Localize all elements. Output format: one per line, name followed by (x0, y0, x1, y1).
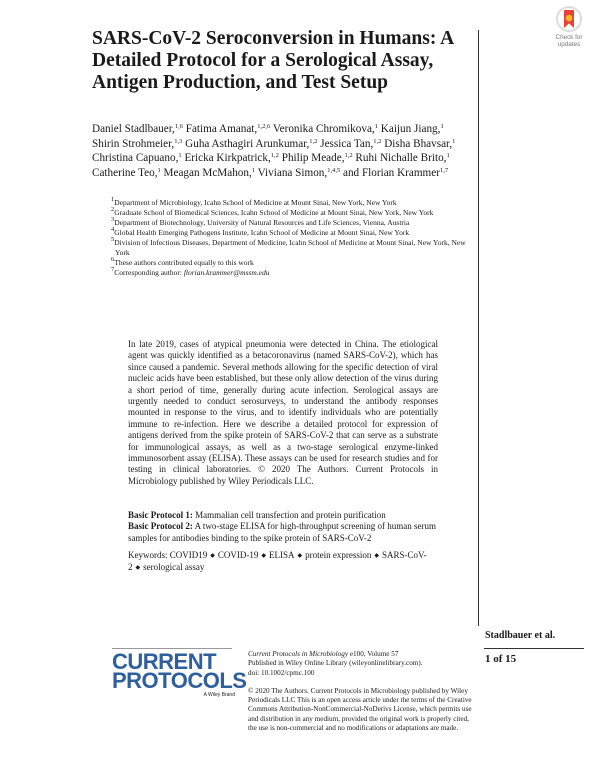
keyword: protein expression (305, 550, 372, 560)
affiliation: $^2$Graduate School of Biomedical Sciences, Icahn School of Medicine at Mount Sinai, New York, New York (111, 206, 434, 217)
affiliation: $^6$These authors contributed equally to this work (111, 256, 254, 267)
abstract: In late 2019, cases of atypical pneumonia were detected in China. The etiological agent was quickly identified as a betacoronavirus (named SARS-CoV-2), which has since caused a pandemic. Several methods allowing for the specific detection of viral nucleic acids have been established, but these only allow detection of the virus during a short period of time, generally during acute infection. Serological assays are urgently needed to conduct serosurveys, to understand the antibody responses mounted in response to the virus, and to identify individuals who are potentially immune to re-infection. Here we describe a detailed protocol for expression of antigens derived from the spike protein of SARS-CoV-2 that can serve as a substrate for immunological assays, as well as a two-stage serological enzyme-linked immunosorbent assay (ELISA). These assays can be used for research studies and for testing in clinical laboratories. © 2020 The Authors. Current Protocols in Microbiology published by Wiley Periodicals LLC. (128, 339, 438, 486)
author: Philip Meade,$^{1,2}$ (281, 152, 353, 165)
author: Viviana Simon,$^{1,4,5}$ (257, 166, 341, 179)
author: Kaijun Jiang,$^1$ (380, 123, 444, 135)
keywords (128, 550, 440, 575)
page-number-rule (484, 648, 584, 649)
author: Disha Bhavsar,$^1$ (384, 137, 456, 150)
keyword: COVID-19 (217, 550, 259, 560)
keyword-separator-icon: ◆ (135, 565, 141, 572)
author: Fatima Amanat,$^{1,2,6}$ (185, 123, 271, 135)
keywords-label: Keywords: (128, 550, 168, 560)
protocol-list (128, 510, 440, 544)
author: Ericka Kirkpatrick,$^{1,2}$ (184, 152, 279, 165)
article-title: SARS-CoV-2 Seroconversion in Humans: A Detailed Protocol for a Serological Assay, Antigen Production, and Test Setup (92, 28, 454, 93)
copyright-notice: © 2020 The Authors. Current Protocols in Microbiology published by Wiley Periodicals LLC This is an open access article under the terms of the Creative Commons Attribution-NonCommercial-NoDerivs License, which permits use and distribution in any medium, provided the original work is properly cited, the use is non-commercial and no modifications or adaptations are made. (248, 686, 472, 733)
author-list (92, 122, 472, 180)
check-for-updates-label[interactable] (546, 34, 592, 48)
protocol-item: Basic Protocol 2: A two-stage ELISA for high-throughput screening of human serum samples for antibodies binding to the spike protein of SARS-CoV-2 (128, 521, 437, 543)
author: Jessica Tan,$^{1,2}$ (320, 137, 382, 150)
running-head: Stadlbauer et al. (485, 630, 556, 641)
author: Daniel Stadlbauer,$^{1,6}$ (92, 123, 183, 135)
page-number: 1 of 15 (485, 653, 517, 665)
affiliation: $^3$Department of Biotechnology, University of Natural Resources and Life Sciences, Vienna, Austria (111, 216, 410, 227)
affiliation: $^5$Division of Infectious Diseases, Department of Medicine, Icahn School of Medicine at Mount Sinai, New York, New York (111, 236, 466, 257)
author: Christina Capuano,$^1$ (92, 152, 182, 165)
logo-line1: CURRENT (112, 649, 217, 674)
protocol-item: Basic Protocol 1: Mammalian cell transfection and protein purification (128, 510, 386, 520)
keyword: serological assay (143, 562, 205, 573)
keyword-separator-icon: ◆ (210, 553, 215, 559)
affiliation: $^1$Department of Microbiology, Icahn School of Medicine at Mount Sinai, New York, New York (111, 196, 397, 207)
keyword: ELISA (269, 550, 295, 560)
author: Catherine Teo,$^1$ (92, 166, 161, 179)
corresponding-author: $^7$Corresponding author: florian.krammer@mssm.edu (111, 266, 270, 277)
badge-label-line1: Check for (555, 34, 583, 41)
published-line: Published in Wiley Online Library (wileyonlinelibrary.com). (248, 659, 423, 668)
author: Ruhi Nichalle Brito,$^1$ (355, 152, 450, 165)
column-divider (478, 30, 479, 626)
author: Shirin Strohmeier,$^{1,3}$ (92, 137, 183, 150)
affiliation: $^4$Global Health Emerging Pathogens Institute, Icahn School of Medicine at Mount Sinai, New York (111, 226, 410, 237)
keyword-separator-icon: ◆ (374, 553, 379, 559)
journal-line: Current Protocols in Microbiology e100, Volume 57 (248, 650, 399, 658)
author: Meagan McMahon,$^1$ (163, 166, 256, 179)
journal-name: Current Protocols in Microbiology (248, 650, 349, 658)
keyword-separator-icon: ◆ (261, 553, 266, 559)
keyword: COVID19 (169, 550, 208, 560)
doi[interactable]: doi: 10.1002/cpmc.100 (248, 668, 315, 677)
publication-footer (248, 650, 476, 733)
keyword-separator-icon: ◆ (297, 553, 303, 559)
author: and Florian Krammer$^{1,7}$ (343, 166, 449, 179)
affiliation-list (111, 198, 466, 278)
current-protocols-logo (112, 649, 247, 698)
corresponding-email[interactable]: florian.krammer@mssm.edu (183, 268, 270, 277)
author: Guha Asthagiri Arunkumar,$^{1,2}$ (185, 137, 318, 150)
logo-line2: PROTOCOLS (112, 668, 247, 693)
logo-subtitle: A Wiley Brand (203, 692, 235, 698)
keyword: SARS-CoV-2 (128, 550, 427, 573)
protocol-label: Basic Protocol 1: (128, 510, 193, 520)
author: Veronika Chromikova,$^1$ (272, 123, 378, 135)
badge-label-line2: updates (557, 41, 581, 48)
protocol-label: Basic Protocol 2: (128, 521, 193, 532)
